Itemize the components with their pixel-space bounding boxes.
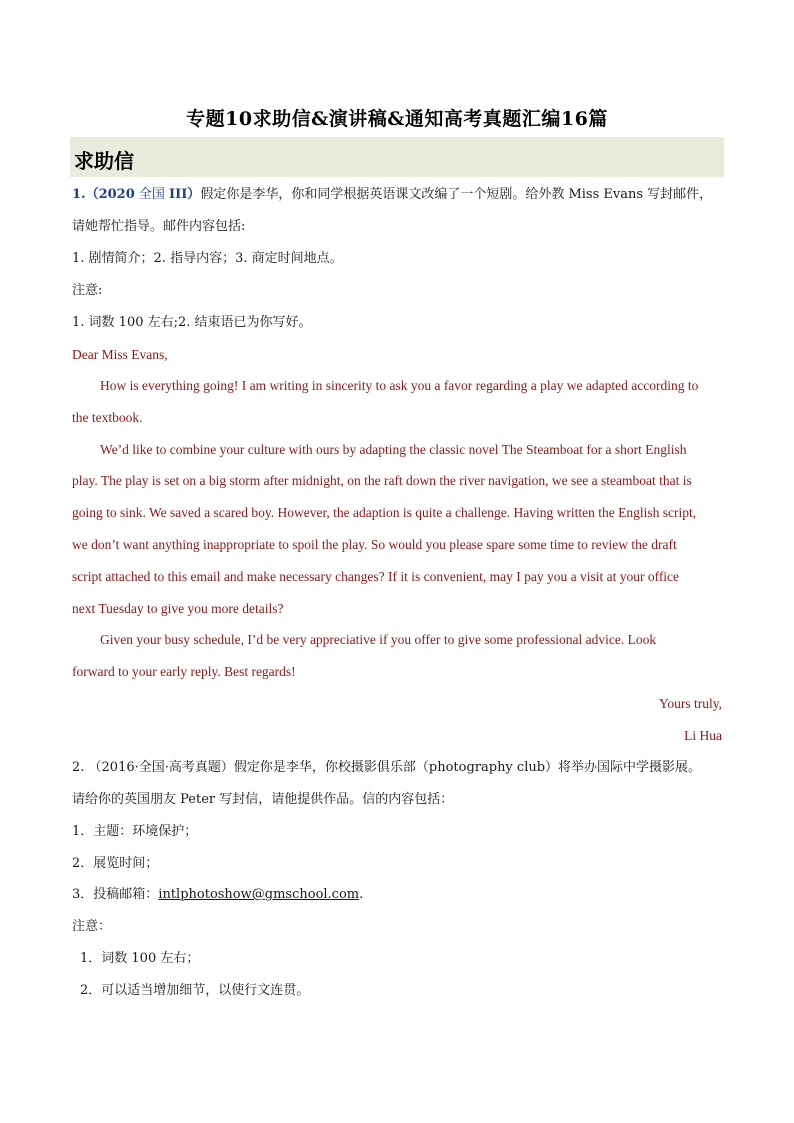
q1-source-open: （ (85, 187, 99, 202)
letter-line: play. The play is set on a big storm after midnight, on the raft down the river navigation, we see a steamboat that is (72, 473, 692, 488)
q1-source-close: ） (187, 187, 201, 202)
q2-item-1: 1．主题：环境保护； (72, 824, 198, 839)
q1-prompt-line1 (72, 186, 712, 204)
q1-prompt-line2: 请她帮忙指导。邮件内容包括: (72, 219, 246, 234)
q2-note-label: 注意： (72, 919, 112, 934)
letter-line: script attached to this email and make necessary changes? If it is convenient, may I pay you a visit at your office (72, 569, 680, 584)
q2-item-3 (72, 886, 363, 904)
q2-item-3-label: 3．投稿邮箱： (72, 887, 159, 902)
q2-note-1: 1．词数 100 左右； (80, 951, 200, 966)
q1-source-level: III (169, 187, 188, 202)
letter-line: we don’t want anything inappropriate to spoil the play. So would you please spare some time to review the draft (72, 537, 677, 552)
section-heading: 求助信 (74, 149, 134, 173)
q2-prompt-line1: 2. （2016·全国·高考真题）假定你是李华，你校摄影俱乐部（photography club）将举办国际中学摄影展。 (72, 760, 702, 775)
q1-note-label: 注意: (72, 283, 103, 298)
q2-email-link[interactable]: intlphotoshow@gmschool.com (158, 887, 360, 902)
letter-line: forward to your early reply. Best regards! (72, 664, 296, 679)
letter-line: We’d like to combine your culture with ours by adapting the classic novel The Steamboat for a short English (100, 442, 687, 457)
document-title: 专题10求助信&演讲稿&通知高考真题汇编16篇 (186, 108, 608, 130)
q1-prompt-text1: 假定你是李华，你和同学根据英语课文改编了一个短剧。给外教 Miss Evans 写封邮件， (200, 187, 713, 202)
q1-number: 1. (72, 187, 86, 202)
letter-line: How is everything going! I am writing in sincerity to ask you a favor regarding a play we adapted according to (100, 378, 699, 393)
q2-prompt-line2: 请给你的英国朋友 Peter 写封信，请他提供作品。信的内容包括： (72, 792, 454, 807)
letter-closing: Yours truly, (658, 696, 722, 711)
q1-source-year: 2020 (98, 187, 135, 202)
letter-line: next Tuesday to give you more details? (72, 601, 284, 616)
q1-source-mid: 全国 (134, 187, 170, 202)
letter-line: going to sink. We saved a scared boy. However, the adaption is quite a challenge. Having written the English script, (72, 505, 697, 520)
q2-item-2: 2．展览时间； (72, 856, 159, 871)
q2-note-2: 2．可以适当增加细节，以使行文连贯。 (80, 983, 310, 998)
letter-signature: Li Hua (684, 728, 722, 743)
letter-salutation: Dear Miss Evans, (72, 347, 168, 362)
q1-note-line: 1. 词数 100 左右;2. 结束语已为你写好。 (72, 315, 312, 330)
q1-points: 1. 剧情简介；2. 指导内容；3. 商定时间地点。 (72, 251, 343, 266)
letter-line: Given your busy schedule, I’d be very appreciative if you offer to give some professional advice. Look (100, 632, 657, 647)
letter-line: the textbook. (72, 410, 143, 425)
section-heading-band (70, 137, 724, 177)
q2-item-3-suffix: . (359, 887, 364, 902)
